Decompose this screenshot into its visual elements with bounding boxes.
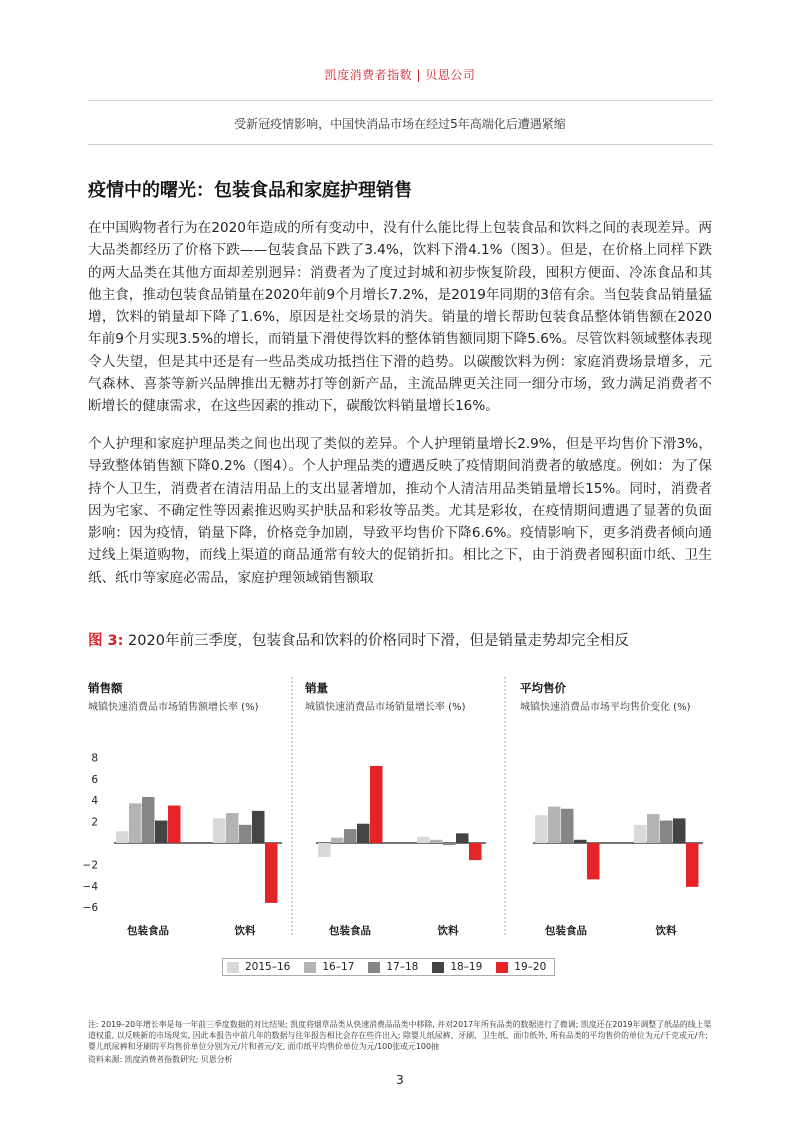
panel-title: 平均售价	[520, 681, 566, 695]
category-label: 饮料	[655, 925, 677, 937]
panel-subtitle: 城镇快速消费品市场销售额增长率 (%)	[88, 702, 259, 713]
legend-item	[432, 961, 482, 973]
bar	[116, 831, 129, 843]
bar	[417, 837, 430, 843]
source-note: 资料来源: 凯度消费者指数研究; 贝恩分析	[88, 1055, 233, 1064]
body-paragraph-2: 个人护理和家庭护理品类之间也出现了类似的差异。个人护理销量增长2.9%，但是平均售价下滑3%，导致整体销售额下降0.2%（图4）。个人护理品类的遭遇反映了疫情期间消费者的敏感度。例如：为了保持个人卫生，消费者在清洁用品上的支出显著增加，推动个人清洁用品类销量增长15%。同时，消费者因为宅家、不确定性等因素推迟购买护肤品和彩妆等品类。尤其是彩妆，在疫情期间遭遇了显著的负面影响：因为疫情，销量下降，价格竞争加剧，导致平均售价下降6.6%。疫情影响下，更多消费者倾向通过线上渠道购物，而线上渠道的商品通常有较大的促销折扣。相比之下，由于消费者囤积面巾纸、卫生纸、纸巾等家庭必需品，家庭护理领域销售额取	[88, 436, 712, 586]
bar	[574, 840, 587, 843]
page-number: 3	[396, 1073, 404, 1087]
bar	[226, 813, 239, 843]
category-label: 包装食品	[329, 925, 371, 937]
legend-item	[304, 961, 354, 973]
bar	[357, 824, 370, 843]
legend-label: 17–18	[386, 961, 419, 973]
bar	[686, 843, 699, 887]
legend-swatch	[368, 962, 380, 973]
category-label: 饮料	[234, 925, 256, 937]
bar	[647, 814, 660, 843]
legend-item	[496, 961, 546, 973]
y-tick-label: 2	[91, 816, 98, 829]
bar	[456, 833, 469, 843]
legend-item	[227, 961, 290, 973]
legend-swatch	[227, 962, 239, 973]
legend-label: 18–19	[450, 961, 483, 973]
bar	[535, 815, 548, 843]
bar	[155, 821, 168, 843]
bar	[587, 843, 600, 879]
bar	[252, 811, 265, 843]
bar	[673, 818, 686, 843]
bar	[168, 806, 181, 843]
bar	[344, 829, 357, 843]
y-tick-label: 4	[91, 795, 98, 808]
legend-swatch	[496, 962, 508, 973]
panel-title: 销售额	[88, 681, 123, 695]
bar	[142, 797, 155, 843]
bar	[318, 843, 331, 857]
legend-label: 16–17	[322, 961, 355, 973]
legend-item	[368, 961, 418, 973]
y-tick-label: −4	[82, 880, 98, 893]
legend-label: 19–20	[514, 961, 547, 973]
category-label: 包装食品	[545, 925, 587, 937]
bar	[443, 843, 456, 845]
section-heading: 疫情中的曙光：包装食品和家庭护理销售	[88, 180, 412, 201]
y-tick-label: −2	[82, 859, 98, 872]
legend-label: 2015–16	[245, 961, 291, 973]
bar	[561, 809, 574, 843]
chart-notes: 注: 2019–20年增长率是每一年前三季度数据的对比结果; 凯度将烟草品类从快速消费品品类中移除, 并对2017年所有品类的数据进行了微调; 凯度还在2019年调整了纸品的线上渠道权重, 以反映新的市场现实, 因此本报告中前几年的数据与往年报告相比会存在些许出入; 除婴儿纸尿裤、牙刷、卫生纸、面巾纸外, 所有品类的平均售价的单位为元/千克或元/升; 婴儿纸尿裤和牙刷的平均售价单位分别为元/片和者元/支, 面巾纸平均售价单位为元/100张或元100抽	[88, 1020, 712, 1051]
bar	[469, 843, 482, 860]
bar	[213, 818, 226, 843]
panel-subtitle: 城镇快速消费品市场销量增长率 (%)	[305, 702, 466, 713]
bar	[548, 807, 561, 843]
chart-legend	[222, 958, 555, 976]
bar	[239, 825, 252, 843]
bar	[331, 838, 344, 843]
panel-title: 销量	[305, 681, 328, 695]
page-subtitle: 受新冠疫情影响，中国快消品市场在经过5年高端化后遭遇紧缩	[234, 117, 566, 131]
panel-subtitle: 城镇快速消费品市场平均售价变化 (%)	[520, 702, 691, 713]
category-label: 饮料	[437, 925, 459, 937]
legend-swatch	[304, 962, 316, 973]
report-header: 凯度消费者指数 | 贝恩公司	[324, 68, 476, 82]
figure-caption: 2020年前三季度，包装食品和饮料的价格同时下滑，但是销量走势却完全相反	[128, 633, 629, 649]
bar	[265, 843, 278, 903]
y-tick-label: −6	[82, 902, 98, 915]
y-tick-label: 8	[91, 752, 98, 765]
bar	[634, 825, 647, 843]
bar	[660, 821, 673, 843]
bar	[370, 766, 383, 843]
bar	[129, 803, 142, 843]
body-paragraph-1: 在中国购物者行为在2020年造成的所有变动中，没有什么能比得上包装食品和饮料之间的表现差异。两大品类都经历了价格下跌——包装食品下跌了3.4%，饮料下滑4.1%（图3）。但是，在价格上同样下跌的两大品类在其他方面却差别迥异：消费者为了度过封城和初步恢复阶段，囤积方便面、冷冻食品和其他主食，推动包装食品销量在2020年前9个月增长7.2%，是2019年同期的3倍有余。当包装食品销量猛增，饮料的销量却下降了1.6%，原因是社交场景的消失。销量的增长帮助包装食品整体销售额在2020年前9个月实现3.5%的增长，而销量下滑使得饮料的整体销售额同期下降5.6%。尽管饮料领域整体表现令人失望，但是其中还是有一些品类成功抵挡住下滑的趋势。以碳酸饮料为例：家庭消费场景增多，元气森林、喜茶等新兴品牌推出无糖苏打等创新产品，主流品牌更关注同一细分市场，致力满足消费者不断增长的健康需求，在这些因素的推动下，碳酸饮料销量增长16%。	[88, 220, 712, 415]
figure-label: 图 3:	[88, 633, 124, 649]
y-tick-label: 6	[91, 773, 98, 786]
legend-swatch	[432, 962, 444, 973]
bar	[430, 840, 443, 843]
category-label: 包装食品	[127, 925, 169, 937]
